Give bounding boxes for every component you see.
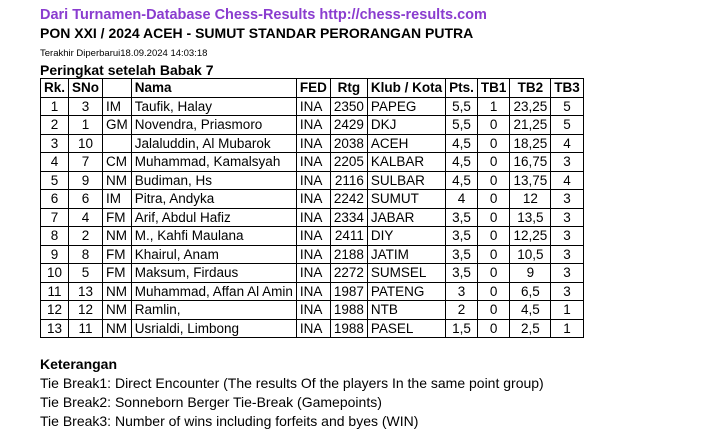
- cell-fed: INA: [296, 282, 330, 301]
- cell-sno: 8: [69, 245, 103, 264]
- cell-points: 3: [446, 282, 478, 301]
- cell-tb2: 13,75: [510, 171, 551, 190]
- cell-rank: 11: [41, 282, 69, 301]
- cell-title: NM: [103, 282, 132, 301]
- col-header-rank: Rk.: [41, 79, 69, 98]
- cell-points: 3,5: [446, 264, 478, 283]
- cell-name[interactable]: Novendra, Priasmoro: [131, 116, 296, 135]
- cell-club: SUMUT: [367, 190, 445, 209]
- col-header-tb3: TB3: [551, 79, 584, 98]
- cell-rank: 8: [41, 227, 69, 246]
- cell-tb3: 5: [551, 116, 584, 135]
- cell-sno: 1: [69, 116, 103, 135]
- cell-tb3: 4: [551, 134, 584, 153]
- table-row: [41, 245, 584, 264]
- cell-tb1: 0: [477, 116, 510, 135]
- cell-title: IM: [103, 97, 132, 116]
- cell-rank: 2: [41, 116, 69, 135]
- cell-title: NM: [103, 171, 132, 190]
- cell-club: DIY: [367, 227, 445, 246]
- cell-title: FM: [103, 264, 132, 283]
- cell-club: PASEL: [367, 319, 445, 338]
- cell-sno: 11: [69, 319, 103, 338]
- cell-tb3: 3: [551, 245, 584, 264]
- cell-rating: 2188: [330, 245, 367, 264]
- cell-sno: 7: [69, 153, 103, 172]
- last-updated: Terakhir Diperbarui18.09.2024 14:03:18: [40, 48, 208, 59]
- standings-table: [40, 78, 584, 338]
- cell-tb1: 0: [477, 153, 510, 172]
- document: [40, 6, 710, 431]
- cell-tb3: 3: [551, 282, 584, 301]
- cell-points: 5,5: [446, 116, 478, 135]
- source-link[interactable]: Dari Turnamen-Database Chess-Results http://chess-results.com: [40, 7, 487, 23]
- cell-club: JATIM: [367, 245, 445, 264]
- cell-tb2: 18,25: [510, 134, 551, 153]
- cell-name[interactable]: Taufik, Halay: [131, 97, 296, 116]
- cell-sno: 5: [69, 264, 103, 283]
- cell-sno: 13: [69, 282, 103, 301]
- cell-tb3: 3: [551, 208, 584, 227]
- cell-rating: 2334: [330, 208, 367, 227]
- cell-rank: 3: [41, 134, 69, 153]
- cell-rating: 1988: [330, 301, 367, 320]
- cell-fed: INA: [296, 190, 330, 209]
- cell-title: CM: [103, 153, 132, 172]
- col-header-tb1: TB1: [477, 79, 510, 98]
- standings-body: [41, 97, 584, 338]
- cell-title: FM: [103, 245, 132, 264]
- cell-sno: 2: [69, 227, 103, 246]
- cell-points: 2: [446, 301, 478, 320]
- cell-tb3: 3: [551, 227, 584, 246]
- cell-club: ACEH: [367, 134, 445, 153]
- cell-tb2: 23,25: [510, 97, 551, 116]
- cell-club: JABAR: [367, 208, 445, 227]
- cell-title: NM: [103, 319, 132, 338]
- cell-rank: 4: [41, 153, 69, 172]
- cell-name[interactable]: Jalaluddin, Al Mubarok: [131, 134, 296, 153]
- cell-tb2: 16,75: [510, 153, 551, 172]
- col-header-name: Nama: [131, 79, 296, 98]
- cell-points: 4: [446, 190, 478, 209]
- table-row: [41, 319, 584, 338]
- cell-name[interactable]: Muhammad, Affan Al Amin: [131, 282, 296, 301]
- cell-tb2: 12: [510, 190, 551, 209]
- table-row: [41, 282, 584, 301]
- cell-fed: INA: [296, 97, 330, 116]
- cell-tb1: 0: [477, 282, 510, 301]
- table-row: [41, 208, 584, 227]
- table-row: [41, 134, 584, 153]
- cell-tb1: 0: [477, 245, 510, 264]
- cell-points: 3,5: [446, 208, 478, 227]
- cell-rating: 2205: [330, 153, 367, 172]
- col-header-fed: FED: [296, 79, 330, 98]
- cell-points: 3,5: [446, 245, 478, 264]
- cell-tb3: 3: [551, 264, 584, 283]
- tie-break-1-note: Tie Break1: Direct Encounter (The results Of the players In the same point group): [40, 375, 544, 391]
- table-header-row: [41, 79, 584, 98]
- cell-tb3: 4: [551, 171, 584, 190]
- cell-tb3: 3: [551, 153, 584, 172]
- cell-rating: 2272: [330, 264, 367, 283]
- table-row: [41, 264, 584, 283]
- cell-sno: 6: [69, 190, 103, 209]
- cell-tb1: 0: [477, 227, 510, 246]
- cell-tb2: 10,5: [510, 245, 551, 264]
- cell-tb2: 13,5: [510, 208, 551, 227]
- cell-rating: 2038: [330, 134, 367, 153]
- cell-rank: 10: [41, 264, 69, 283]
- cell-club: SUMSEL: [367, 264, 445, 283]
- cell-rating: 2429: [330, 116, 367, 135]
- cell-sno: 4: [69, 208, 103, 227]
- col-header-rating: Rtg: [330, 79, 367, 98]
- cell-name[interactable]: Maksum, Firdaus: [131, 264, 296, 283]
- tie-break-2-note: Tie Break2: Sonneborn Berger Tie-Break (Gamepoints): [40, 394, 382, 410]
- cell-tb2: 6,5: [510, 282, 551, 301]
- cell-club: PAPEG: [367, 97, 445, 116]
- tournament-title: PON XXI / 2024 ACEH - SUMUT STANDAR PERORANGAN PUTRA: [40, 25, 474, 41]
- cell-fed: INA: [296, 227, 330, 246]
- cell-title: FM: [103, 208, 132, 227]
- cell-rank: 12: [41, 301, 69, 320]
- col-header-points: Pts.: [446, 79, 478, 98]
- cell-rating: 1987: [330, 282, 367, 301]
- cell-fed: INA: [296, 319, 330, 338]
- cell-tb1: 0: [477, 319, 510, 338]
- col-header-title: [103, 79, 132, 98]
- cell-club: DKJ: [367, 116, 445, 135]
- cell-club: NTB: [367, 301, 445, 320]
- cell-tb1: 1: [477, 97, 510, 116]
- table-row: [41, 97, 584, 116]
- cell-rank: 1: [41, 97, 69, 116]
- cell-club: KALBAR: [367, 153, 445, 172]
- cell-tb2: 2,5: [510, 319, 551, 338]
- cell-points: 3,5: [446, 227, 478, 246]
- cell-tb1: 0: [477, 190, 510, 209]
- cell-tb2: 12,25: [510, 227, 551, 246]
- cell-rank: 7: [41, 208, 69, 227]
- cell-tb3: 5: [551, 97, 584, 116]
- cell-fed: INA: [296, 208, 330, 227]
- table-row: [41, 227, 584, 246]
- cell-tb3: 1: [551, 301, 584, 320]
- col-header-sno: SNo: [69, 79, 103, 98]
- cell-name[interactable]: Khairul, Anam: [131, 245, 296, 264]
- cell-club: SULBAR: [367, 171, 445, 190]
- tie-break-3-note: Tie Break3: Number of wins including forfeits and byes (WIN): [40, 413, 419, 429]
- cell-rating: 2242: [330, 190, 367, 209]
- cell-rank: 9: [41, 245, 69, 264]
- cell-sno: 12: [69, 301, 103, 320]
- cell-rating: 2411: [330, 227, 367, 246]
- cell-fed: INA: [296, 245, 330, 264]
- cell-points: 4,5: [446, 153, 478, 172]
- cell-sno: 10: [69, 134, 103, 153]
- notes-heading: Keterangan: [40, 356, 118, 372]
- cell-tb1: 0: [477, 171, 510, 190]
- cell-rank: 13: [41, 319, 69, 338]
- cell-tb2: 21,25: [510, 116, 551, 135]
- cell-name[interactable]: Arif, Abdul Hafiz: [131, 208, 296, 227]
- cell-fed: INA: [296, 301, 330, 320]
- cell-fed: INA: [296, 153, 330, 172]
- cell-name[interactable]: Budiman, Hs: [131, 171, 296, 190]
- cell-tb3: 3: [551, 190, 584, 209]
- cell-points: 5,5: [446, 97, 478, 116]
- cell-fed: INA: [296, 116, 330, 135]
- cell-sno: 3: [69, 97, 103, 116]
- round-title: Peringkat setelah Babak 7: [40, 62, 214, 78]
- notes-section: [40, 355, 710, 431]
- cell-title: [103, 134, 132, 153]
- table-row: [41, 116, 584, 135]
- cell-tb1: 0: [477, 264, 510, 283]
- cell-points: 4,5: [446, 134, 478, 153]
- cell-tb3: 1: [551, 319, 584, 338]
- cell-tb1: 0: [477, 208, 510, 227]
- cell-rating: 2350: [330, 97, 367, 116]
- cell-tb2: 9: [510, 264, 551, 283]
- cell-tb2: 4,5: [510, 301, 551, 320]
- table-row: [41, 190, 584, 209]
- cell-rank: 5: [41, 171, 69, 190]
- cell-title: IM: [103, 190, 132, 209]
- cell-tb1: 0: [477, 134, 510, 153]
- table-row: [41, 171, 584, 190]
- cell-name[interactable]: Muhammad, Kamalsyah: [131, 153, 296, 172]
- cell-name[interactable]: M., Kahfi Maulana: [131, 227, 296, 246]
- table-row: [41, 153, 584, 172]
- cell-fed: INA: [296, 264, 330, 283]
- cell-points: 4,5: [446, 171, 478, 190]
- cell-title: NM: [103, 301, 132, 320]
- cell-title: GM: [103, 116, 132, 135]
- cell-fed: INA: [296, 134, 330, 153]
- cell-rating: 1988: [330, 319, 367, 338]
- col-header-club: Klub / Kota: [367, 79, 445, 98]
- cell-points: 1,5: [446, 319, 478, 338]
- cell-sno: 9: [69, 171, 103, 190]
- cell-tb1: 0: [477, 301, 510, 320]
- cell-name[interactable]: Pitra, Andyka: [131, 190, 296, 209]
- cell-rank: 6: [41, 190, 69, 209]
- cell-name[interactable]: Usrialdi, Limbong: [131, 319, 296, 338]
- table-row: [41, 301, 584, 320]
- cell-name[interactable]: Ramlin,: [131, 301, 296, 320]
- cell-rating: 2116: [330, 171, 367, 190]
- cell-title: NM: [103, 227, 132, 246]
- cell-fed: INA: [296, 171, 330, 190]
- col-header-tb2: TB2: [510, 79, 551, 98]
- cell-club: PATENG: [367, 282, 445, 301]
